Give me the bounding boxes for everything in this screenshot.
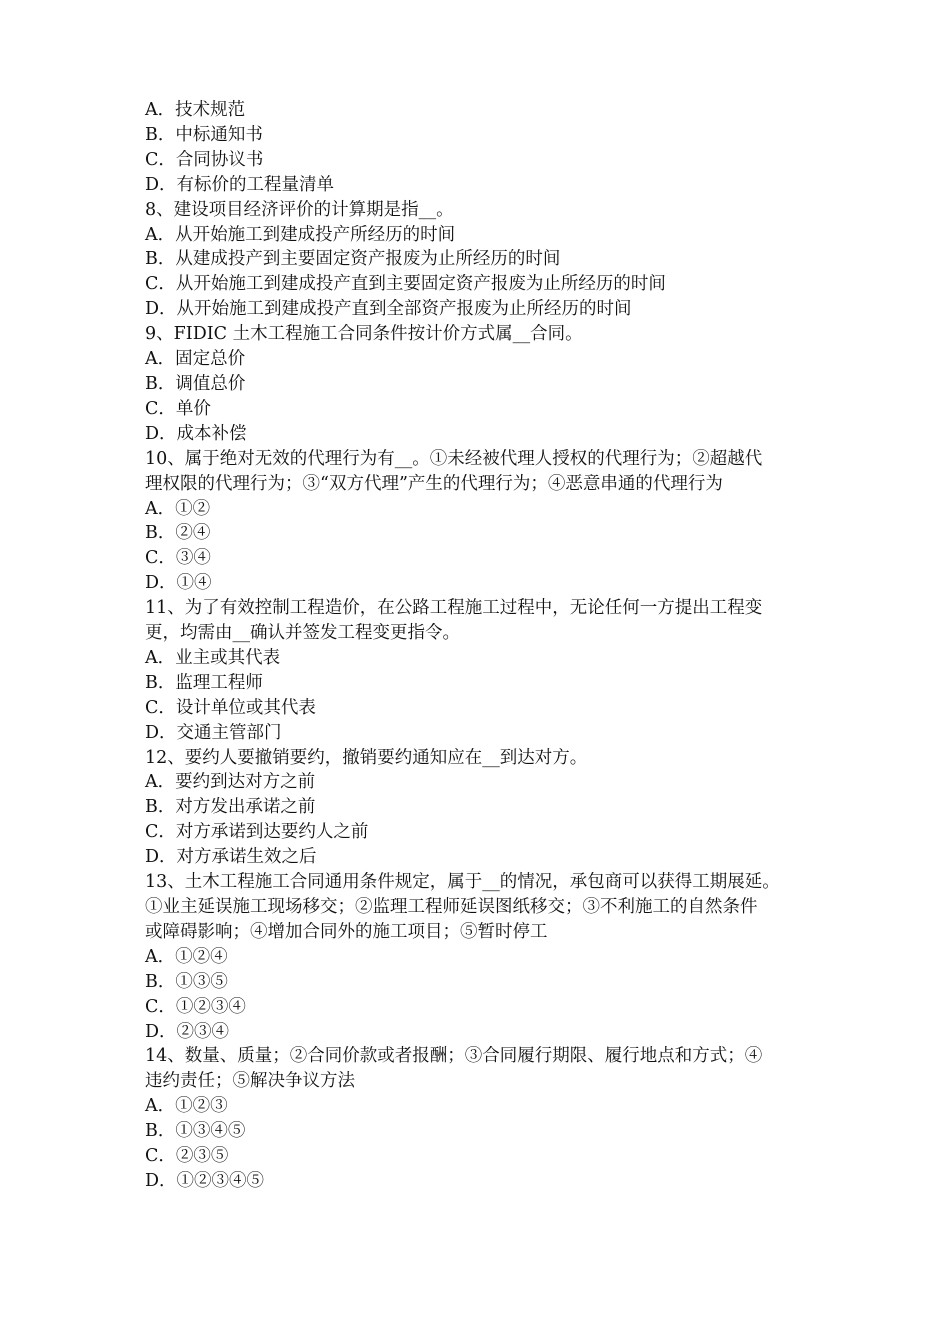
option-line: B．调值总价 — [145, 373, 246, 394]
question-10 — [145, 447, 815, 596]
option-line: D．交通主管部门 — [145, 722, 282, 743]
option-line: A．①② — [145, 498, 211, 519]
option-line: C．③④ — [145, 548, 211, 569]
option-line: C．②③⑤ — [145, 1146, 229, 1167]
lead-options — [145, 98, 815, 198]
question-11 — [145, 596, 815, 745]
option-line: B．①③④⑤ — [145, 1121, 246, 1142]
option-line: B．②④ — [145, 523, 211, 544]
option-line: A．①②④ — [145, 946, 228, 967]
question-8 — [145, 198, 815, 323]
question-14 — [145, 1044, 815, 1193]
page-content — [145, 98, 815, 1194]
question-text: 违约责任；⑤解决争议方法 — [145, 1071, 355, 1092]
question-text: 11、为了有效控制工程造价，在公路工程施工过程中，无论任何一方提出工程变 — [145, 598, 763, 619]
option-line: D．成本补偿 — [145, 423, 247, 444]
question-text: 12、要约人要撤销要约，撤销要约通知应在__到达对方。 — [145, 747, 588, 768]
option-line: B．①③⑤ — [145, 971, 228, 992]
option-line: A．从开始施工到建成投产所经历的时间 — [145, 224, 456, 245]
option-line: A．要约到达对方之前 — [145, 772, 316, 793]
option-line: D．②③④ — [145, 1021, 230, 1042]
question-text: 更，均需由__确认并签发工程变更指令。 — [145, 623, 460, 644]
option-line: C．从开始施工到建成投产直到主要固定资产报废为止所经历的时间 — [145, 274, 666, 295]
option-line: C．设计单位或其代表 — [145, 697, 316, 718]
option-line: C．合同协议书 — [145, 149, 264, 170]
option-line: B．监理工程师 — [145, 672, 263, 693]
question-12 — [145, 746, 815, 871]
option-line: C．对方承诺到达要约人之前 — [145, 822, 369, 843]
option-line: A．技术规范 — [145, 100, 246, 120]
question-text: 或障碍影响；④增加合同外的施工项目；⑤暂时停工 — [145, 921, 548, 942]
question-text: 9、FIDIC 土木工程施工合同条件按计价方式属__合同。 — [145, 324, 583, 345]
option-line: B．对方发出承诺之前 — [145, 797, 316, 818]
question-text: 14、数量、质量；②合同价款或者报酬；③合同履行期限、履行地点和方式；④ — [145, 1046, 763, 1067]
option-line: D．从开始施工到建成投产直到全部资产报废为止所经历的时间 — [145, 299, 632, 320]
option-line: D．①④ — [145, 573, 212, 594]
option-line: A．①②③ — [145, 1096, 228, 1117]
option-line: C．①②③④ — [145, 996, 246, 1017]
option-line: B．从建成投产到主要固定资产报废为止所经历的时间 — [145, 249, 561, 270]
option-line: A．固定总价 — [145, 349, 246, 370]
question-text: 10、属于绝对无效的代理行为有__。①未经被代理人授权的代理行为；②超越代 — [145, 448, 763, 469]
option-line: A．业主或其代表 — [145, 647, 281, 668]
question-text: ①业主延误施工现场移交；②监理工程师延误图纸移交；③不利施工的自然条件 — [145, 897, 758, 917]
option-line: C．单价 — [145, 398, 211, 419]
question-text: 8、建设项目经济评价的计算期是指__。 — [145, 199, 454, 220]
option-line: D．①②③④⑤ — [145, 1170, 265, 1191]
question-text: 理权限的代理行为；③“双方代理”产生的代理行为；④恶意串通的代理行为 — [145, 473, 723, 494]
question-13 — [145, 870, 815, 1044]
option-line: B．中标通知书 — [145, 124, 263, 145]
question-9 — [145, 322, 815, 447]
option-line: D．对方承诺生效之后 — [145, 847, 317, 868]
option-line: D．有标价的工程量清单 — [145, 174, 335, 195]
question-text: 13、土木工程施工合同通用条件规定，属于__的情况，承包商可以获得工期展延。 — [145, 872, 780, 893]
